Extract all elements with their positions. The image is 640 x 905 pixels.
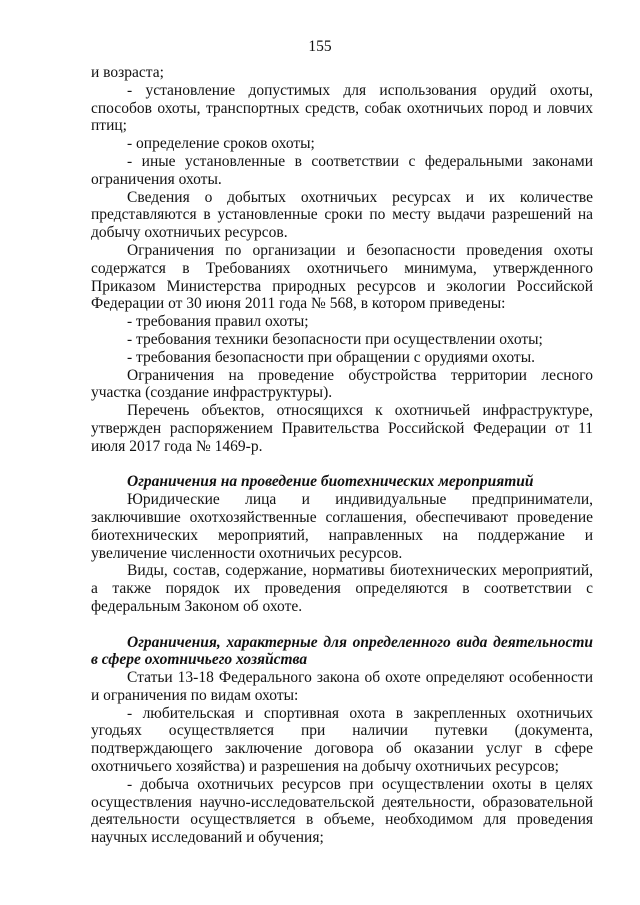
- paragraph-biotechnical-types: Виды, состав, содержание, нормативы биотехнических мероприятий, а также порядок их проведения определяются в соответствии с федеральным Законом об охоте.: [91, 562, 593, 615]
- spacer: [91, 456, 593, 474]
- spacer: [91, 616, 593, 634]
- paragraph-safety-requirements: Ограничения по организации и безопасности проведения охоты содержатся в Требованиях охотничьего минимума, утвержденного Приказом Министерства природных ресурсов и экологии Российской Федерации от 30 июня 2011 года № 568, в котором приведены:: [91, 241, 593, 313]
- list-item-other-restrictions: - иные установленные в соответствии с федеральными законами ограничения охоты.: [91, 152, 593, 188]
- list-item-safety-technique: - требования техники безопасности при осуществлении охоты;: [127, 330, 543, 348]
- paragraph-biotechnical-obligations: Юридические лица и индивидуальные предприниматели, заключившие охотхозяйственные соглашения, обеспечивают проведение биотехнических мероприятий, направленных на поддержание и увеличение численности охотничьих ресурсов.: [91, 491, 593, 562]
- paragraph-harvest-reporting: Сведения о добытых охотничьих ресурсах и их количестве представляются в установленные сроки по месту выдачи разрешений на добычу охотничьих ресурсов.: [91, 188, 593, 242]
- list-item-hunting-rules: - требования правил охоты;: [127, 313, 309, 331]
- list-item-amateur-sport-hunting: - любительская и спортивная охота в закрепленных охотничьих угодьях осуществляется при наличии путевки (документа, подтверждающего заключение договора об оказании услуг в сфере охотничьего хозяйства) и разрешения на добычу охотничьих ресурсов;: [91, 704, 593, 776]
- section-heading-biotechnical: Ограничения на проведение биотехнических мероприятий: [127, 473, 534, 491]
- paragraph-continuation: и возраста;: [91, 64, 164, 81]
- section-heading-activity-restrictions: Ограничения, характерные для определенного вида деятельности в сфере охотничьего хозяйства: [91, 633, 593, 669]
- page-number: 155: [308, 38, 332, 55]
- list-item-tools-methods: - установление допустимых для использования орудий охоты, способов охоты, транспортных средств, собак охотничьих пород и ловчих птиц;: [91, 81, 593, 135]
- paragraph-infrastructure-list: Перечень объектов, относящихся к охотничьей инфраструктуре, утвержден распоряжением Правительства Российской Федерации от 11 июля 2017 года № 1469-р.: [91, 402, 593, 455]
- list-item-research-hunting: - добыча охотничьих ресурсов при осуществлении охоты в целях осуществления научно-исследовательской деятельности, образовательной деятельности осуществляется в объеме, необходимом для проведения научных исследований и обучения;: [91, 775, 593, 847]
- paragraph-infrastructure-restrictions: Ограничения на проведение обустройства территории лесного участка (создание инфраструктуры).: [91, 366, 593, 402]
- list-item-hunting-periods: - определение сроков охоты;: [127, 135, 315, 153]
- paragraph-articles-13-18: Статьи 13-18 Федерального закона об охоте определяют особенности и ограничения по видам охоты:: [91, 669, 593, 704]
- page-body: [91, 64, 593, 847]
- list-item-weapon-safety: - требования безопасности при обращении с орудиями охоты.: [127, 348, 535, 366]
